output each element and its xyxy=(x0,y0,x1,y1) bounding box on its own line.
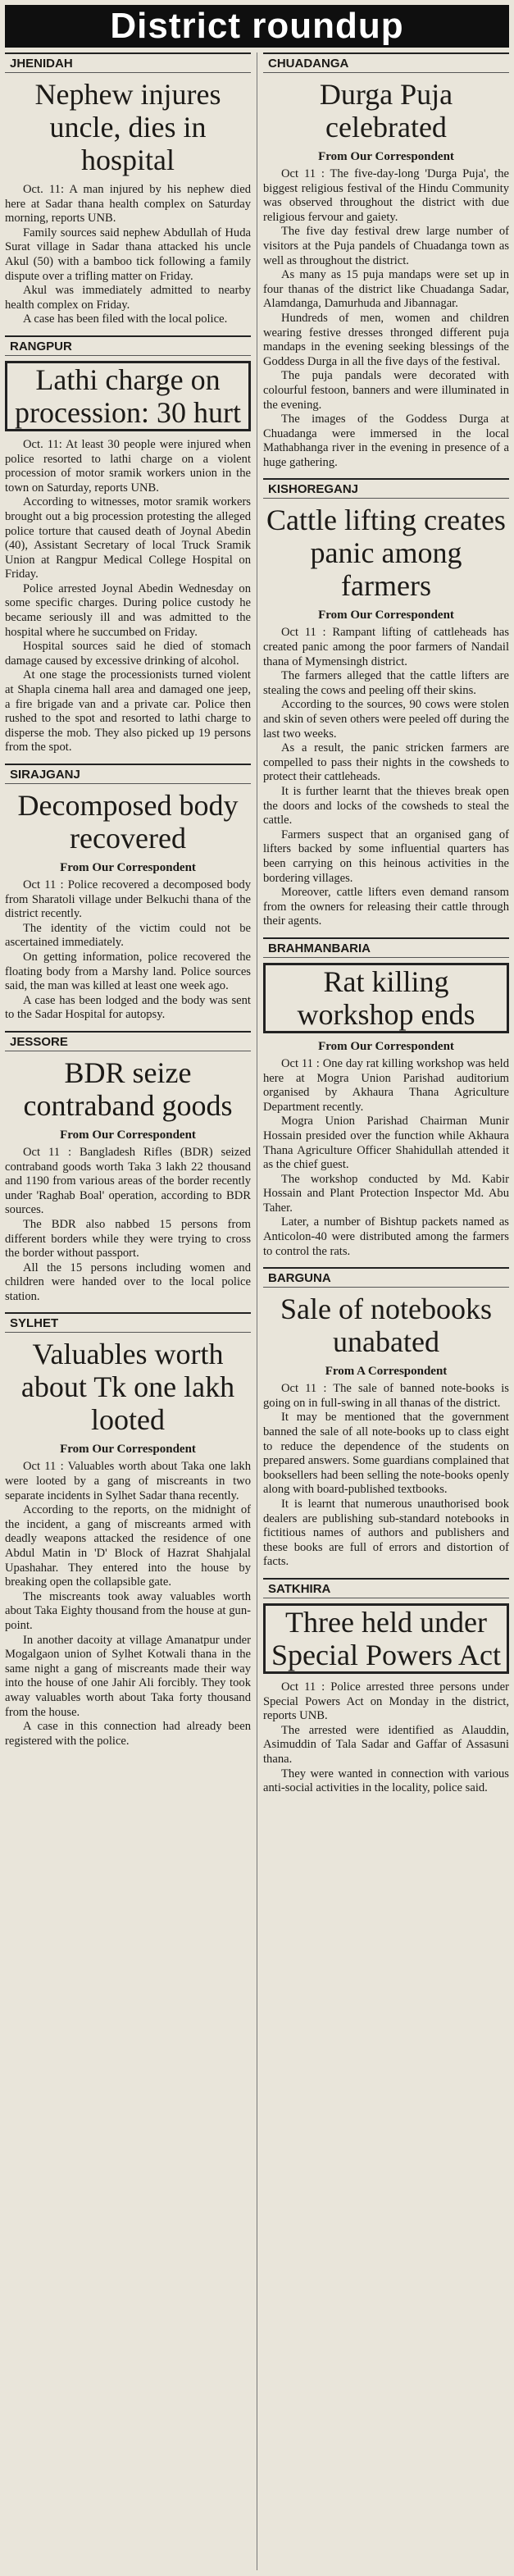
story-body xyxy=(263,1680,509,1796)
news-story xyxy=(5,52,251,327)
story-dateline: SYLHET xyxy=(5,1312,251,1333)
story-paragraph: The five day festival drew large number of visitors at the Puja pandels of Chuadanga town as well as throughout the district. xyxy=(263,225,509,267)
story-paragraph: As many as 15 puja mandaps were set up in four thanas of the district like Chuadanga Sadar, Alamdanga, Damurhuda and Jibannagar. xyxy=(263,268,509,311)
story-dateline: BARGUNA xyxy=(263,1267,509,1288)
story-byline: From A Correspondent xyxy=(325,1365,448,1379)
story-paragraph: Police arrested Joynal Abedin Wednesday on some specific charges. During police custody he became seriously ill and was admitted to the hospital where he succumbed on Friday. xyxy=(5,581,251,639)
story-paragraph: A case in this connection had already been registered with the police. xyxy=(5,1720,251,1748)
story-paragraph: The arrested were identified as Alauddin, Asimuddin of Tala Sadar and Gaffar of Assasuni thana. xyxy=(263,1723,509,1766)
news-story xyxy=(263,1578,509,1796)
story-body xyxy=(263,626,509,928)
story-paragraph: In another dacoity at village Amanatpur under Mogalgaon union of Sylhet Kotwali thana in the same night a gang of miscreants made their way into the house of one Jahir Ali forcibly. They took away valuables worth about Taka forty thousand from the house. xyxy=(5,1633,251,1719)
story-paragraph: The BDR also nabbed 15 persons from different borders while they were trying to cross the border without passport. xyxy=(5,1217,251,1261)
story-paragraph: On getting information, police recovered the floating body from a Marshy land. Police sources said, the man was killed at least one week ago. xyxy=(5,950,251,993)
story-paragraph: Oct 11 : Bangladesh Rifles (BDR) seized contraband goods worth Taka 3 lakh 22 thousand and 1190 from various areas of the border recently under 'Raghab Boal' operation, according to BDR sources. xyxy=(5,1145,251,1217)
story-paragraph: Family sources said nephew Abdullah of Huda Surat village in Sadar thana attacked his uncle Akul (50) with a bamboo tick following a family dispute over a trifling matter on Friday. xyxy=(5,226,251,283)
story-paragraph: They were wanted in connection with various anti-social activities in the locality, police said. xyxy=(263,1767,509,1795)
story-body xyxy=(5,183,251,327)
story-paragraph: According to the sources, 90 cows were stolen and skin of seven others were peeled off during the last two weeks. xyxy=(263,698,509,741)
story-body xyxy=(263,167,509,470)
story-body xyxy=(5,1460,251,1748)
story-paragraph: It is further learnt that the thieves break open the doors and locks of the cowsheds to steal the cattle. xyxy=(263,785,509,828)
story-paragraph: Oct 11 : Police arrested three persons under Special Powers Act on Monday in the district, reports UNB. xyxy=(263,1680,509,1723)
story-dateline: BRAHMANBARIA xyxy=(263,937,509,958)
story-paragraph: According to the reports, on the midnight of the incident, a gang of miscreants armed with deadly weapons attacked the residence of one Abdul Matin in 'D' Block of Hazrat Shahjalal Upashahar. They entered into the house by breaking open the collapsible gate. xyxy=(5,1503,251,1589)
page-title-banner xyxy=(5,5,509,48)
story-dateline: CHUADANGA xyxy=(263,52,509,73)
story-headline: Cattle lifting creates panic among farmers xyxy=(266,504,506,603)
right-column xyxy=(263,52,509,2576)
story-body xyxy=(5,438,251,755)
story-headline: Lathi charge on procession: 30 hurt xyxy=(5,361,251,431)
story-headline: Sale of notebooks unabated xyxy=(280,1293,492,1359)
story-paragraph: At one stage the processionists turned violent at Shapla cinema hall area and damaged one jeep, a fire brigade van and a private car. Police then rushed to the spot and resorted to lathi charge to disperse the mob. They also picked up 19 persons from the spot. xyxy=(5,668,251,755)
story-byline: From Our Correspondent xyxy=(60,1443,196,1457)
story-paragraph: The images of the Goddess Durga at Chuadanga were immersed in the local Mathabhanga river in the evening in presence of a huge gathering. xyxy=(263,413,509,469)
story-paragraph: Hundreds of men, women and children wearing festive dresses thronged different puja mandaps in the evening seeking blessings of the Goddess Durga in all the five days of the festival. xyxy=(263,311,509,368)
story-byline: From Our Correspondent xyxy=(318,150,454,163)
story-headline: Nephew injures uncle, dies in hospital xyxy=(34,78,221,176)
news-story xyxy=(5,335,251,755)
story-paragraph: It is learnt that numerous unauthorised book dealers are publishing sub-standard notebooks in fictitious names of authors and publishers and these books are full of errors and distortion of facts. xyxy=(263,1498,509,1569)
story-byline: From Our Correspondent xyxy=(318,609,454,622)
story-headline: Decomposed body recovered xyxy=(17,789,239,855)
story-paragraph: Oct. 11: At least 30 people were injured when police resorted to lathi charge on a violent procession of motor sramik workers union in the town on Saturday, reports UNB. xyxy=(5,437,251,495)
left-column xyxy=(5,52,251,2576)
story-dateline: JESSORE xyxy=(5,1031,251,1051)
story-paragraph: Farmers suspect that an organised gang of lifters backed by some influential quarters has been carrying on this heinous activities in the bordering villages. xyxy=(263,828,509,885)
story-headline: BDR seize contraband goods xyxy=(23,1055,233,1122)
story-paragraph: It may be mentioned that the government banned the sale of all note-books up to class eight to reduce the dependence of the students on prepared answers. Some guardians complained that booksellers had been selling the note-books openly along with board-published textbooks. xyxy=(263,1411,509,1497)
story-dateline: RANGPUR xyxy=(5,335,251,356)
story-paragraph: All the 15 persons including women and children were handed over to the local police station. xyxy=(5,1261,251,1303)
news-story xyxy=(263,52,509,470)
news-story xyxy=(5,1312,251,1748)
story-paragraph: Oct 11 : The five-day-long 'Durga Puja', the biggest religious festival of the Hindu Community was observed throughout the district with due religious fervour and gaiety. xyxy=(263,167,509,224)
story-headline: Rat killing workshop ends xyxy=(263,963,509,1033)
story-body xyxy=(5,878,251,1023)
story-paragraph: A case has been filed with the local police. xyxy=(23,312,228,326)
story-paragraph: Oct 11 : Valuables worth about Taka one lakh were looted by a gang of miscreants in two separate incidents in Sylhet Sadar thana recently. xyxy=(5,1460,251,1502)
story-paragraph: The miscreants took away valuables worth about Taka Eighty thousand from the house at gun-point. xyxy=(5,1589,251,1632)
story-paragraph: Oct 11 : Police recovered a decomposed body from Sharatoli village under Belkuchi thana of the district recently. xyxy=(5,878,251,921)
story-paragraph: Oct. 11: A man injured by his nephew died here at Sadar thana health complex on Saturday morning, reports UNB. xyxy=(5,183,251,226)
story-body xyxy=(263,1057,509,1259)
story-byline: From Our Correspondent xyxy=(60,1128,196,1142)
story-dateline: SATKHIRA xyxy=(263,1578,509,1598)
story-byline: From Our Correspondent xyxy=(318,1039,454,1053)
news-story xyxy=(5,1031,251,1305)
story-paragraph: The farmers alleged that the cattle lifters are stealing the cows and peeling off their skins. xyxy=(263,669,509,697)
story-paragraph: The workshop conducted by Md. Kabir Hossain and Plant Protection Inspector Md. Abu Taher. xyxy=(263,1172,509,1215)
story-paragraph: A case has been lodged and the body was sent to the Sadar Hospital for autopsy. xyxy=(5,993,251,1022)
story-body xyxy=(263,1382,509,1570)
news-story xyxy=(263,478,509,928)
story-paragraph: Mogra Union Parishad Chairman Munir Hossain presided over the function while Akhaura Thana Agriculture Officer Shahidullah attended it as the chief guest. xyxy=(263,1115,509,1172)
page-title: District roundup xyxy=(110,6,404,46)
news-story xyxy=(5,764,251,1023)
story-paragraph: The puja pandals were decorated with colourful festoon, banners and were illuminated in the evening. xyxy=(263,369,509,412)
news-story xyxy=(263,937,509,1259)
story-body xyxy=(5,1146,251,1305)
story-headline: Three held under Special Powers Act xyxy=(263,1603,509,1674)
story-paragraph: Hospital sources said he died of stomach damage caused by excessive drinking of alcohol. xyxy=(5,640,251,668)
story-dateline: SIRAJGANJ xyxy=(5,764,251,784)
story-paragraph: Oct 11 : One day rat killing workshop was held here at Mogra Union Parishad auditorium organised by Akhaura Thana Agriculture Department recently. xyxy=(263,1056,509,1114)
story-paragraph: Moreover, cattle lifters even demand ransom from the owners for releasing their cattle through their agents. xyxy=(263,886,509,928)
news-story xyxy=(263,1267,509,1570)
story-paragraph: As a result, the panic stricken farmers are compelled to pass their nights in the cowsheds to protect their cattleheads. xyxy=(263,741,509,784)
story-paragraph: The identity of the victim could not be ascertained immediately. xyxy=(5,921,251,950)
story-paragraph: According to witnesses, motor sramik workers brought out a big procession protesting the alleged police torture that caused death of Joynal Abedin (40), Assistant Secretary of local Truck Sramik Union at Rangpur Medical College Hospital on Friday. xyxy=(5,495,251,581)
story-headline: Durga Puja celebrated xyxy=(319,78,453,144)
story-paragraph: Later, a number of Bishtup packets named as Anticolon-40 were distributed among the farmers to control the rats. xyxy=(263,1215,509,1258)
story-paragraph: Oct 11 : Rampant lifting of cattleheads has created panic among the poor farmers of Nandail thana of Mymensingh district. xyxy=(263,626,509,668)
story-headline: Valuables worth about Tk one lakh looted xyxy=(20,1338,235,1437)
story-paragraph: Akul was immediately admitted to nearby health complex on Friday. xyxy=(5,284,251,312)
story-dateline: KISHOREGANJ xyxy=(263,478,509,499)
story-paragraph: Oct 11 : The sale of banned note-books is going on in full-swing in all thanas of the district. xyxy=(263,1382,509,1410)
story-byline: From Our Correspondent xyxy=(60,861,196,874)
story-dateline: JHENIDAH xyxy=(5,52,251,73)
